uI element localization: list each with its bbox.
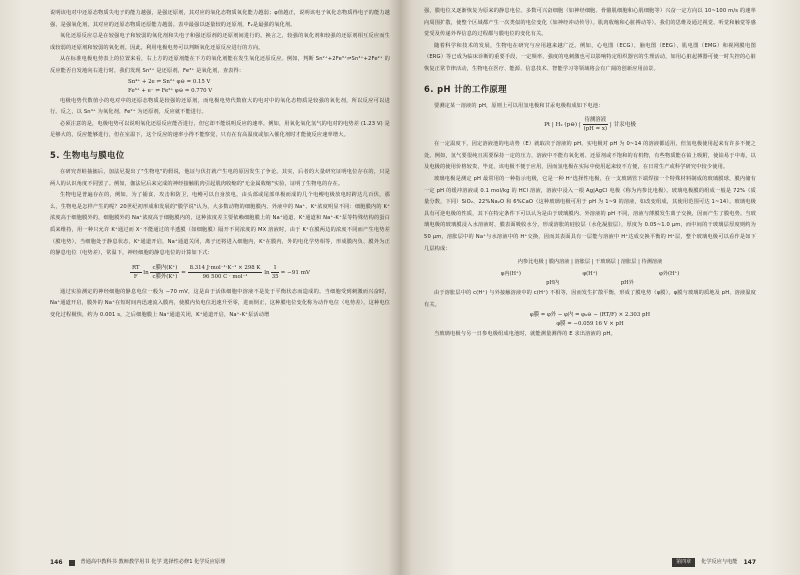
layer-ph-labels: pH内 pH外 [546, 280, 634, 287]
electrochemical-cell: Pt | H₂ (p⊖) | $\frac{\text{待测溶液}}{(pH = x)}$ | 甘汞电极 [544, 117, 636, 133]
membrane-potential-simplified: φ膜 = −0.059 16 V × pH [556, 321, 624, 328]
left-paragraph-2: 氧化还原反应总是在较强电子和较弱的氧化剂和失电子和强还原剂的还原剂间进行的。换言之，较强的氧化剂和较强的还原剂相互反应而生成较弱的还原剂和较弱的氧化剂。因此，利用电极电势可以判断氧化还原反应进行的方向。 [50, 33, 390, 51]
left-footer [50, 558, 225, 567]
left-paragraph-7: 生物电是普遍存在的，例如，为了捕食、攻击和防卫，电鳗可以自身放电，由头部或尾部单极而成的几个电鳗电极放电时跨达几百伏，那么，生物电是怎样产生的呢？20世纪初形成和发展的"膜学说"认为，大多数动物的细胞膜内、外液中的 Na⁺、K⁺浓度明显不同：细胞膜内的 K⁺浓度高于细胞膜外的，细胞膜外的 Na⁺浓度高于细胞膜内的，这种浓度差主要依赖细胞膜上的 Na⁺通道、K⁺通道和 Na⁺-K⁺泵等特殊结构的蛋白质来维持，用一种只允许 K⁺通过而 X⁻不能通过的半透膜（如细胞膜）隔开不同浓度的 MX 溶液时，由于 K⁺在膜两边的浓度不同而产生电势差（膜电势），当细胞处于静息状态，K⁺通道开启，Na⁺通道关闭，离子还将进入细胞内，K⁺在膜内，外的电化学势相等，形成膜内负、膜外为正的静息电位（电势差），常温下，神经细胞的静息电位的计算如下式： [50, 192, 390, 257]
resting-potential-formula: $\frac{RT}{F}$ ln $\frac{\text{c膜内(K⁺)}}{\text{c膜外(K⁺)}}$ = $\frac{\text{8.314 J·mol⁻¹·K⁻¹ × 298 K}}{\text{96 500 C · mol⁻¹}}$ ln $\frac{1}{35}$ = −91 mV [131, 264, 311, 280]
right-footer [672, 558, 756, 567]
membrane-potential-equation: φ膜 = φ外 − φ内 = φ₀⊖ − (RT/F) × 2.303 pH [529, 312, 651, 319]
left-footer-text: 普通高中教科书 教师教学用书 化学 选择性必修1 化学反应原理 [80, 559, 226, 565]
glass-electrode-layers: 内参比电极 | 膜内溶液 | 溶胀层 | 干玻璃层 | 溶胀层 | 待测溶液 [517, 259, 663, 266]
left-paragraph-1: 说明该电对中还原态物质失电子的能力越强，是强还原剂，其对应的氧化态物质氧化能力越弱；φ值越正，说明该电子氧化态物质得电子的能力越强，是强氧化剂，其对应的还原态物质还原能力越弱。表中最强以逐量较的还原剂，F₂是最强的氧化剂。 [50, 10, 390, 28]
right-paragraph-3: 在一定温度下，因定溶液池的电动势（E）就取决于溶液的 pH，实电极对 pH 为 0~14 的溶液都适用，但氢电极使用起来有许多不便之处。例如，氢气要很纯且需要保持一定的压力，溶液中不能有氧化剂、还原剂或不饱和的有机物，有些物质能在铂上吸附，使铂易于中毒，以及电极的使用价格较贵，毕竟，该电极不便于应用，因而氢电极在实际中使用起来较不方便，在日常生产或科学研究中较少使用。 [424, 141, 756, 171]
right-footer-text: 化学反应与电能 [701, 559, 738, 565]
half-reaction-sn: Sn⁴⁺ + 2e ⇌ Sn²⁺ φ⊖ = 0.15 V [128, 78, 211, 85]
right-intro: 要测定某一溶液的 pH，原则上可以用氢电极和甘汞电极构成如下电池： [434, 102, 604, 109]
left-page-number: 146 [50, 559, 63, 566]
right-paragraph-1: 强，膜电位又逐渐恢复为原来的静息电位。多数可兴奋细胞（如神经细胞、骨骼肌细胞和心肌细胞等）兴奋一定方向以 10~100 m/s 的速率向周围扩散，使整个区域都产生一次类似的电位变化（如神经冲动传导）。肌肉收缩和心脏搏动等）。我们的思维及通过视觉、听觉和触觉等感觉受及传递外界信息的过程都与膜电位的变化有关。 [424, 8, 756, 38]
left-paragraph-3: 从在标准电极电势表上的位置来看，右上方的还原剂能在下方的氧化剂能在发生氧化还原反应。例如，判断 Sn²⁺+2Fe³⁺⇌Sn⁴⁺+2Fe²⁺ 的反应能否自发地向右进行时，我们发现 Sn²⁺ 是还原剂，Fe³⁺ 是氧化剂，查表得： [50, 56, 390, 74]
right-paragraph-5: 由于溶胀层中的 c(H⁺) 与外接触溶液中的 c(H⁺) 不相等，因而发生扩散平衡，形成了膜电势（φ膜），φ膜与玻璃的质地及 pH、溶液温度有关。 [424, 290, 756, 308]
right-paragraph-2: 随着科学和技术的发展，生物电在研究与应用越来越广泛。例如，心电图（ECG），脑电图（EEG），肌电图（EMG）和视网膜电图（ERG）等已成为临床诊断的重要手段，一定频率、强度的电刺激也可以影响特定组织器官的生理活动，如用心脏起搏器可使一时失控的心脏恢复正常节律活动，生物电在医疗、能源、信息技术、智能学习等领域将会有广阔的创新应用前景。 [424, 42, 756, 72]
footer-marker-icon [69, 560, 75, 566]
left-paragraph-6: 在研究青蛙抽搐后，加法尼提出了"生物电"的假说，他证与伏打就产生电的原因发生了争论。其实，后者的大量研究证明电位存在的，只是两人的认识角度不同罢了。例如，伽法尼后来完成的神经接触肌肉引起肌肉收缩的"无金属收缩"实验，证明了生物电的存在。 [50, 168, 390, 187]
right-paragraph-4: 玻璃电极是测定 pH 最常用的一种指示电极，它是一种 H⁺选择性电极，在一支玻璃管下端焊接一个特殊材料制成的玻璃膜球，膜内储有一定 pH 的缓冲溶液或 0.1 mol/kg 的 HCl 溶液，溶液中浸入一根 Ag|AgCl 电极（称为内参比电极）。玻璃电极膜的组成一般是 72%（质量分数，下同）SiO₂、22%Na₂O 和 6%CaO（这种玻璃电极可用于 pH 为 1~9 的溶液，如改变组成，其使用范围可达 1~14）。玻璃电极具有可逆电极的性质，其下在特定条件下可以认为是由于玻璃膜内、外溶液的 pH 不同，溶液与薄膜发生离子交换，因而产生了膜电势。当玻璃电极的玻璃膜浸入水溶液时，膜表面吸收水分，形成溶胀的硅胶层（水化凝胶层），厚度为 0.05~1.0 μm，而中间的干玻璃层厚度则约为 50 μm，溶胀层中的 Na⁺与水溶液中的 H⁺交换，因而其表面具有一层能与溶液中 H⁺达成交换平衡的 H⁺层，整个玻璃电极可以看作是如下几层构成： [424, 175, 756, 252]
left-paragraph-8: 通过实验测定的神经细胞的静息电位一般为 −70 mV，这是由于活体细胞中溶液不是处于平衡状态而造成的。当细胞受到刺激而兴奋时，Na⁺通道开启，膜外的 Na⁺在短时间内迅速流入膜内，使膜内负电位迅速升至零，进而倒正，这种膜电位变化称为动作电位（电势差），这种电位变化过程极快，约为 0.001 s，之后细胞膜上 Na⁺通道关闭，K⁺通道开启，Na⁺-K⁺泵活动增 [50, 288, 390, 318]
layer-potentials: φ内(H⁺) φ(H⁺) φ外(H⁺) [500, 271, 680, 278]
section-title-ph-meter: 6. pH 计的工作原理 [424, 83, 507, 94]
section-title-bioelectricity: 5. 生物电与膜电位 [50, 149, 125, 160]
chapter-badge: 第四章 [672, 558, 695, 567]
left-paragraph-4: 电极电势代数值小的电对中的还原态物质是较强的还原剂，而电极电势代数值大的电对中的氧化态物质是较强的氧化剂，所以反应可以进行。反之，以 Sn⁴⁺ 为氧化剂，Fe²⁺ 为还原剂，反应就不能进行。 [50, 97, 390, 116]
right-page [400, 0, 800, 575]
half-reaction-fe: Fe³⁺ + e⁻ ⇌ Fe²⁺ φ⊖ = 0.770 V [128, 87, 213, 94]
left-paragraph-5: 必须注意的是，电极电势可以说明氧化还原反应能否进行，但它却不能说明反应的速率。例如，用氧化氧化氢气的电对的电势差 (1.23 V) 是足够大的，反应能够进行，但在室温下，这个反应的速率小得不能察觉，只有在有高温度或加入催化剂时才能使反应速率增大。 [50, 120, 390, 139]
right-page-number: 147 [743, 559, 756, 566]
right-paragraph-6: 当玻璃电极与另一日参电极组成电池时，就能测量测得的 E 求出溶液的 pH。 [434, 331, 616, 338]
